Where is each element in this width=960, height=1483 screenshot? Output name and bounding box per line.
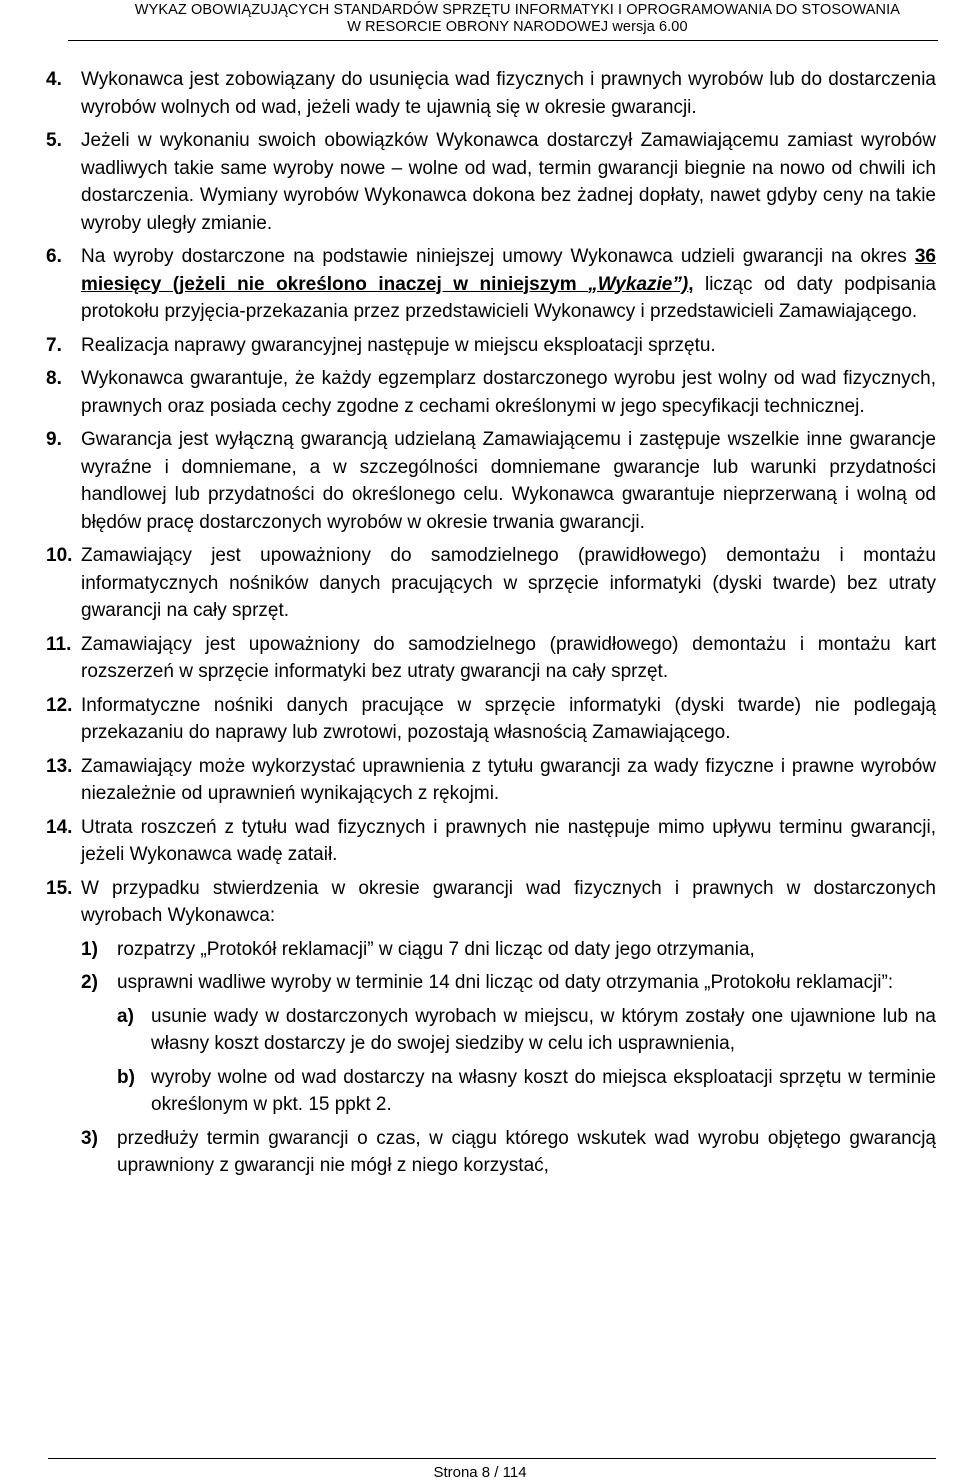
list-item — [46, 814, 936, 869]
item-text: Wykonawca gwarantuje, że każdy egzemplarz dostarczonego wyrobu jest wolny od wad fizycznych, prawnych oraz posiada cechy zgodne z cechami określonymi w jego specyfikacji technicznej. — [81, 368, 936, 417]
header-line-2: W RESORCIE OBRONY NARODOWEJ wersja 6.00 — [347, 19, 688, 35]
sub-sub-item — [117, 1003, 936, 1058]
page-header — [0, 2, 960, 36]
item-text: Zamawiający jest upoważniony do samodzielnego (prawidłowego) demontażu i montażu kart rozszerzeń w sprzęcie informatyki bez utraty gwarancji na cały sprzęt. — [81, 633, 936, 682]
warranty-text-post: licząc od daty podpisania protokołu przyjęcia-przekazania przez przedstawicieli Wykonawcy i przedstawicieli Zamawiającego. — [81, 273, 936, 322]
document-body — [46, 66, 936, 1186]
page-number: Strona 8 / 114 — [433, 1464, 527, 1481]
header-rule — [68, 40, 938, 41]
warranty-wykaz: „Wykazie”) — [588, 273, 689, 295]
item-text: Zamawiający może wykorzystać uprawnienia z tytułu gwarancji za wady fizyczne i prawne wyrobów niezależnie od uprawnień wynikających z rękojmi. — [81, 755, 936, 804]
sub-sub-item — [117, 1064, 936, 1119]
list-item — [46, 753, 936, 808]
item-number: 10. — [46, 545, 73, 566]
item-number: 12. — [46, 694, 73, 716]
item-text — [81, 243, 936, 326]
item-text: Wykonawca jest zobowiązany do usunięcia wad fizycznych i prawnych wyrobów lub do dostarczenia wyrobów wolnych od wad, jeżeli wady te ujawnią się w okresie gwarancji. — [81, 69, 936, 118]
item-number: 5. — [46, 130, 62, 151]
list-item — [46, 631, 936, 686]
list-item — [46, 127, 936, 237]
list-item — [46, 66, 936, 121]
warranty-period: 36 miesięcy (jeżeli nie określono inaczej w niniejszym — [81, 246, 936, 295]
list-item — [46, 332, 936, 360]
header-line-1: WYKAZ OBOWIĄZUJĄCYCH STANDARDÓW SPRZĘTU INFORMATYKI I OPROGRAMOWANIA DO STOSOWANIA — [134, 2, 900, 18]
item-text: Gwarancja jest wyłączną gwarancją udzielaną Zamawiającemu i zastępuje wszelkie inne gwarancje wyraźne i domniemane, a w szczególności domniemane gwarancje lub warunki przydatności handlowej lub przydatności do określonego celu. Wykonawca gwarantuje nieprzerwaną i wolną od błędów pracę dostarczonych wyrobów w okresie trwania gwarancji. — [81, 429, 936, 533]
item-number: 9. — [46, 429, 62, 450]
list-item — [46, 365, 936, 420]
sub-item — [81, 969, 936, 997]
item-number: 11. — [46, 633, 72, 655]
sub-item-number: 1) — [81, 938, 98, 960]
list-item — [46, 426, 936, 536]
footer-rule — [48, 1458, 936, 1459]
list-item — [46, 243, 936, 326]
item-text — [81, 875, 936, 1180]
sub-sub-item-number: b) — [117, 1066, 135, 1088]
sub-item-number: 3) — [81, 1127, 98, 1149]
item-number: 8. — [46, 368, 62, 389]
sub-item-text: rozpatrzy „Protokół reklamacji” w ciągu 7 dni licząc od daty jego otrzymania, — [117, 938, 755, 960]
item-number: 6. — [46, 246, 62, 267]
item-number: 7. — [46, 334, 62, 356]
sub-item-number: 2) — [81, 972, 98, 993]
item-intro: W przypadku stwierdzenia w okresie gwarancji wad fizycznych i prawnych w dostarczonych wyrobach Wykonawca: — [81, 877, 936, 926]
item-number: 15. — [46, 877, 73, 899]
item-number: 14. — [46, 816, 73, 838]
sub-sub-item-number: a) — [117, 1005, 134, 1027]
list-item — [46, 875, 936, 1180]
sub-item-text: usprawni wadliwe wyroby w terminie 14 dni licząc od daty otrzymania „Protokołu reklamacji”: — [117, 972, 894, 993]
item-text: Realizacja naprawy gwarancyjnej następuje w miejscu eksploatacji sprzętu. — [81, 334, 716, 356]
item-number: 13. — [46, 755, 73, 777]
sub-item — [81, 1125, 936, 1180]
item-text: Zamawiający jest upoważniony do samodzielnego (prawidłowego) demontażu i montażu informatycznych nośników danych pracujących w sprzęcie informatyki (dyski twarde) bez utraty gwarancji na cały sprzęt. — [81, 545, 936, 621]
sub-sub-item-text: usunie wady w dostarczonych wyrobach w miejscu, w którym zostały one ujawnione lub na własny koszt dostarczy je do swojej siedziby w celu ich usprawnienia, — [151, 1005, 936, 1054]
item-text: Jeżeli w wykonaniu swoich obowiązków Wykonawca dostarczył Zamawiającemu zamiast wyrobów wadliwych takie same wyroby nowe – wolne od wad, termin gwarancji biegnie na nowo od chwili ich dostarczenia. Wymiany wyrobów Wykonawca dokona bez żadnej dopłaty, nawet gdyby ceny na takie wyroby uległy zmianie. — [81, 130, 936, 234]
list-item — [46, 692, 936, 747]
sub-sub-item-text: wyroby wolne od wad dostarczy na własny koszt do miejsca eksploatacji sprzętu w terminie określonym w pkt. 15 ppkt 2. — [151, 1066, 936, 1115]
sub-item-text: przedłuży termin gwarancji o czas, w ciągu którego wskutek wad wyrobu objętego gwarancją uprawniony z gwarancji nie mógł z niego korzystać, — [117, 1127, 936, 1176]
sub-item — [81, 936, 936, 964]
warranty-comma: , — [688, 273, 694, 295]
list-item — [46, 542, 936, 625]
item-text: Informatyczne nośniki danych pracujące w sprzęcie informatyki (dyski twarde) nie podlegają przekazaniu do naprawy lub zwrotowi, pozostają własnością Zamawiającego. — [81, 694, 936, 743]
warranty-text-pre: Na wyroby dostarczone na podstawie niniejszej umowy Wykonawca udzieli gwarancji na okres — [81, 246, 915, 267]
item-number: 4. — [46, 69, 62, 90]
item-text: Utrata roszczeń z tytułu wad fizycznych i prawnych nie następuje mimo upływu terminu gwarancji, jeżeli Wykonawca wadę zataił. — [81, 816, 936, 865]
